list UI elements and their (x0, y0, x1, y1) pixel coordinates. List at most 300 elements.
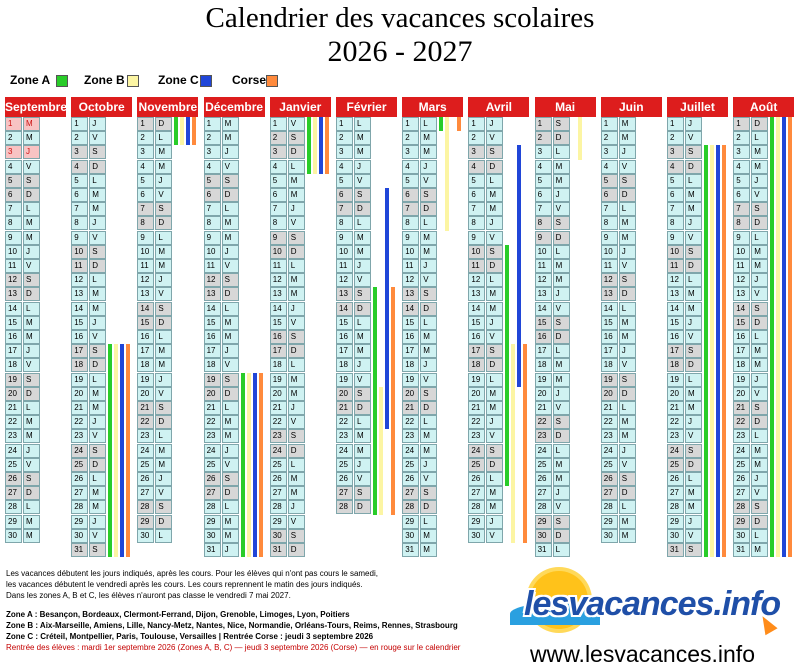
day-number: 27 (402, 486, 419, 500)
day-number: 20 (71, 387, 88, 401)
day-number: 9 (270, 231, 287, 245)
weekday-letter: S (23, 373, 40, 387)
day-number: 18 (667, 358, 684, 372)
weekday-letter: J (222, 245, 239, 259)
weekday-letter: M (222, 330, 239, 344)
weekday-letter: S (685, 444, 702, 458)
weekday-letter: D (553, 429, 570, 443)
weekday-letter: D (685, 160, 702, 174)
weekday-letter: L (420, 415, 437, 429)
day-number: 31 (667, 543, 684, 557)
day-number: 5 (137, 174, 154, 188)
day-number: 1 (468, 117, 485, 131)
weekday-letter: J (288, 302, 305, 316)
weekday-letter: S (222, 174, 239, 188)
weekday-letter: V (685, 429, 702, 443)
day-number: 12 (667, 273, 684, 287)
weekday-letter: M (288, 273, 305, 287)
day-number: 13 (137, 287, 154, 301)
day-number: 19 (137, 373, 154, 387)
weekday-letter: S (685, 344, 702, 358)
weekday-letter: M (420, 231, 437, 245)
day-number: 8 (468, 216, 485, 230)
day-number: 24 (137, 444, 154, 458)
weekday-letter: J (89, 515, 106, 529)
day-number: 10 (137, 245, 154, 259)
weekday-letter: L (23, 202, 40, 216)
weekday-letter: S (619, 472, 636, 486)
holiday-bar (776, 117, 780, 557)
weekday-letter: D (420, 401, 437, 415)
weekday-letter: V (288, 415, 305, 429)
weekday-letter: M (553, 458, 570, 472)
weekday-letter: M (420, 145, 437, 159)
weekday-letter: S (288, 330, 305, 344)
day-number: 23 (733, 429, 750, 443)
weekday-letter: L (420, 117, 437, 131)
weekday-letter: D (751, 316, 768, 330)
weekday-letter: V (354, 373, 371, 387)
day-number: 26 (402, 472, 419, 486)
weekday-letter: D (23, 486, 40, 500)
day-number: 15 (468, 316, 485, 330)
weekday-letter: M (155, 344, 172, 358)
day-number: 23 (336, 429, 353, 443)
day-number: 21 (733, 401, 750, 415)
site-logo[interactable] (510, 567, 795, 642)
day-number: 9 (601, 231, 618, 245)
weekday-letter: J (23, 245, 40, 259)
day-number: 30 (204, 529, 221, 543)
day-number: 1 (5, 117, 22, 131)
zone-c-cities: Zone C : Créteil, Montpellier, Paris, Toulouse, Versailles | Rentrée Corse : jeudi 3 septembre 2026 (6, 632, 374, 641)
weekday-letter: M (222, 529, 239, 543)
weekday-letter: M (751, 344, 768, 358)
holiday-bar (241, 373, 245, 558)
day-number: 1 (535, 117, 552, 131)
weekday-letter: L (553, 444, 570, 458)
day-number: 16 (402, 330, 419, 344)
day-number: 24 (468, 444, 485, 458)
day-number: 16 (733, 330, 750, 344)
weekday-letter: M (751, 160, 768, 174)
weekday-letter: V (751, 188, 768, 202)
weekday-letter: J (354, 358, 371, 372)
weekday-letter: M (288, 287, 305, 301)
day-number: 13 (601, 287, 618, 301)
weekday-letter: M (420, 245, 437, 259)
weekday-letter: V (288, 117, 305, 131)
day-number: 6 (204, 188, 221, 202)
day-number: 22 (137, 415, 154, 429)
weekday-letter: M (685, 188, 702, 202)
weekday-letter: J (354, 259, 371, 273)
holiday-bar (782, 117, 786, 557)
day-number: 15 (336, 316, 353, 330)
day-number: 5 (204, 174, 221, 188)
weekday-letter: S (89, 543, 106, 557)
weekday-letter: V (420, 373, 437, 387)
day-number: 6 (733, 188, 750, 202)
day-number: 27 (336, 486, 353, 500)
weekday-letter: S (23, 174, 40, 188)
weekday-letter: J (288, 500, 305, 514)
weekday-letter: L (89, 373, 106, 387)
day-number: 12 (402, 273, 419, 287)
day-number: 19 (204, 373, 221, 387)
day-number: 20 (5, 387, 22, 401)
weekday-letter: S (222, 273, 239, 287)
day-number: 20 (535, 387, 552, 401)
weekday-letter: S (619, 273, 636, 287)
weekday-letter: M (288, 373, 305, 387)
day-number: 13 (71, 287, 88, 301)
weekday-letter: D (288, 145, 305, 159)
weekday-letter: S (751, 202, 768, 216)
weekday-letter: M (751, 245, 768, 259)
weekday-letter: M (685, 287, 702, 301)
day-number: 9 (71, 231, 88, 245)
zone-b-cities: Zone B : Aix-Marseille, Amiens, Lille, Nancy-Metz, Nantes, Nice, Normandie, Orléans-Tours, Reims, Rennes, Strasbourg (6, 621, 458, 630)
weekday-letter: D (619, 188, 636, 202)
weekday-letter: S (685, 543, 702, 557)
weekday-letter: D (751, 117, 768, 131)
day-number: 16 (468, 330, 485, 344)
weekday-letter: J (23, 344, 40, 358)
day-number: 7 (270, 202, 287, 216)
day-number: 25 (733, 458, 750, 472)
weekday-letter: M (89, 387, 106, 401)
holiday-bar (704, 145, 708, 557)
day-number: 13 (667, 287, 684, 301)
day-number: 18 (535, 358, 552, 372)
weekday-letter: M (222, 117, 239, 131)
weekday-letter: S (23, 472, 40, 486)
weekday-letter: L (751, 429, 768, 443)
day-number: 1 (137, 117, 154, 131)
weekday-letter: L (751, 529, 768, 543)
day-number: 5 (468, 174, 485, 188)
weekday-letter: M (354, 444, 371, 458)
day-number: 30 (468, 529, 485, 543)
weekday-letter: J (155, 472, 172, 486)
weekday-letter: M (23, 429, 40, 443)
weekday-letter: M (23, 529, 40, 543)
day-number: 24 (204, 444, 221, 458)
weekday-letter: L (685, 472, 702, 486)
day-number: 28 (5, 500, 22, 514)
weekday-letter: D (685, 358, 702, 372)
weekday-letter: M (486, 302, 503, 316)
day-number: 21 (667, 401, 684, 415)
site-url-link[interactable]: www.lesvacances.info (530, 641, 755, 667)
day-number: 23 (535, 429, 552, 443)
day-number: 17 (535, 344, 552, 358)
weekday-letter: M (89, 500, 106, 514)
day-number: 11 (270, 259, 287, 273)
day-number: 6 (270, 188, 287, 202)
weekday-letter: V (486, 231, 503, 245)
note-line-1: Les vacances débutent les jours indiqués, après les cours. Pour les élèves qui n'ont pas cours le samedi, (6, 569, 378, 578)
weekday-letter: J (23, 444, 40, 458)
weekday-letter: M (23, 131, 40, 145)
weekday-letter: D (619, 287, 636, 301)
weekday-letter: M (89, 401, 106, 415)
weekday-letter: J (751, 472, 768, 486)
day-number: 19 (71, 373, 88, 387)
day-number: 20 (601, 387, 618, 401)
holiday-bar (523, 344, 527, 543)
weekday-letter: V (685, 529, 702, 543)
day-number: 8 (402, 216, 419, 230)
weekday-letter: J (553, 287, 570, 301)
weekday-letter: D (155, 515, 172, 529)
weekday-letter: J (155, 174, 172, 188)
day-number: 19 (402, 373, 419, 387)
weekday-letter: J (222, 543, 239, 557)
day-number: 25 (204, 458, 221, 472)
weekday-letter: D (89, 358, 106, 372)
weekday-letter: S (486, 145, 503, 159)
weekday-letter: V (751, 486, 768, 500)
day-number: 14 (270, 302, 287, 316)
weekday-letter: L (354, 316, 371, 330)
day-number: 21 (71, 401, 88, 415)
weekday-letter: V (89, 330, 106, 344)
day-number: 5 (601, 174, 618, 188)
day-number: 13 (336, 287, 353, 301)
day-number: 21 (137, 401, 154, 415)
day-number: 15 (601, 316, 618, 330)
weekday-letter: M (619, 231, 636, 245)
weekday-letter: L (751, 330, 768, 344)
day-number: 11 (336, 259, 353, 273)
day-number: 13 (402, 287, 419, 301)
weekday-letter: J (420, 458, 437, 472)
day-number: 13 (535, 287, 552, 301)
day-number: 12 (601, 273, 618, 287)
day-number: 1 (733, 117, 750, 131)
weekday-letter: S (420, 287, 437, 301)
weekday-letter: S (155, 401, 172, 415)
day-number: 4 (733, 160, 750, 174)
weekday-letter: V (89, 429, 106, 443)
weekday-letter: M (222, 231, 239, 245)
day-number: 14 (204, 302, 221, 316)
day-number: 24 (71, 444, 88, 458)
weekday-letter: J (288, 401, 305, 415)
weekday-letter: M (685, 486, 702, 500)
weekday-letter: S (89, 245, 106, 259)
weekday-letter: M (553, 373, 570, 387)
day-number: 9 (336, 231, 353, 245)
weekday-letter: M (222, 316, 239, 330)
weekday-letter: D (486, 160, 503, 174)
weekday-letter: M (155, 444, 172, 458)
month-header: Septembre (5, 97, 66, 117)
month-header: Octobre (71, 97, 132, 117)
day-number: 14 (667, 302, 684, 316)
weekday-letter: M (685, 202, 702, 216)
day-number: 21 (204, 401, 221, 415)
day-number: 26 (667, 472, 684, 486)
weekday-letter: D (354, 500, 371, 514)
weekday-letter: V (354, 273, 371, 287)
holiday-bar (325, 117, 329, 174)
weekday-letter: V (486, 330, 503, 344)
day-number: 28 (137, 500, 154, 514)
day-number: 24 (402, 444, 419, 458)
weekday-letter: L (288, 259, 305, 273)
weekday-letter: D (553, 131, 570, 145)
weekday-letter: D (486, 458, 503, 472)
weekday-letter: L (155, 231, 172, 245)
day-number: 17 (204, 344, 221, 358)
holiday-bar (379, 387, 383, 515)
day-number: 2 (71, 131, 88, 145)
day-number: 4 (137, 160, 154, 174)
day-number: 28 (667, 500, 684, 514)
weekday-letter: S (23, 273, 40, 287)
day-number: 22 (535, 415, 552, 429)
day-number: 6 (71, 188, 88, 202)
weekday-letter: M (553, 259, 570, 273)
weekday-letter: M (288, 188, 305, 202)
weekday-letter: M (288, 472, 305, 486)
day-number: 7 (601, 202, 618, 216)
weekday-letter: M (23, 330, 40, 344)
day-number: 16 (270, 330, 287, 344)
weekday-letter: S (288, 131, 305, 145)
day-number: 6 (667, 188, 684, 202)
weekday-letter: M (619, 429, 636, 443)
weekday-letter: V (619, 160, 636, 174)
day-number: 19 (733, 373, 750, 387)
day-number: 3 (336, 145, 353, 159)
weekday-letter: D (751, 415, 768, 429)
holiday-bar (439, 117, 443, 131)
weekday-letter: V (685, 231, 702, 245)
weekday-letter: M (222, 429, 239, 443)
day-number: 18 (270, 358, 287, 372)
day-number: 2 (601, 131, 618, 145)
day-number: 25 (667, 458, 684, 472)
day-number: 11 (204, 259, 221, 273)
holiday-bar (114, 344, 118, 557)
day-number: 7 (402, 202, 419, 216)
holiday-bar (186, 117, 190, 145)
day-number: 14 (71, 302, 88, 316)
weekday-letter: L (685, 174, 702, 188)
day-number: 28 (733, 500, 750, 514)
weekday-letter: L (486, 373, 503, 387)
day-number: 30 (667, 529, 684, 543)
day-number: 30 (5, 529, 22, 543)
day-number: 29 (601, 515, 618, 529)
zone-legend (0, 70, 800, 90)
weekday-letter: M (354, 330, 371, 344)
day-number: 5 (5, 174, 22, 188)
weekday-letter: D (155, 216, 172, 230)
day-number: 4 (270, 160, 287, 174)
day-number: 10 (468, 245, 485, 259)
weekday-letter: L (619, 401, 636, 415)
holiday-bar (517, 145, 521, 386)
day-number: 21 (601, 401, 618, 415)
day-number: 20 (402, 387, 419, 401)
weekday-letter: L (288, 458, 305, 472)
day-number: 31 (71, 543, 88, 557)
weekday-letter: D (222, 287, 239, 301)
day-number: 14 (601, 302, 618, 316)
weekday-letter: M (89, 486, 106, 500)
day-number: 21 (535, 401, 552, 415)
day-number: 7 (667, 202, 684, 216)
weekday-letter: J (553, 188, 570, 202)
day-number: 19 (270, 373, 287, 387)
holiday-bar (511, 344, 515, 543)
day-number: 13 (733, 287, 750, 301)
holiday-bar (788, 117, 792, 557)
weekday-letter: M (354, 131, 371, 145)
weekday-letter: M (155, 145, 172, 159)
day-number: 11 (5, 259, 22, 273)
day-number: 11 (733, 259, 750, 273)
day-number: 23 (5, 429, 22, 443)
weekday-letter: L (222, 500, 239, 514)
day-number: 20 (270, 387, 287, 401)
holiday-bar (457, 117, 461, 131)
weekday-letter: S (619, 174, 636, 188)
day-number: 17 (5, 344, 22, 358)
weekday-letter: M (354, 231, 371, 245)
day-number: 18 (402, 358, 419, 372)
weekday-letter: D (23, 188, 40, 202)
weekday-letter: M (685, 302, 702, 316)
weekday-letter: J (486, 515, 503, 529)
day-number: 18 (204, 358, 221, 372)
weekday-letter: J (751, 174, 768, 188)
day-number: 29 (204, 515, 221, 529)
day-number: 29 (468, 515, 485, 529)
month-header: Mai (535, 97, 596, 117)
weekday-letter: M (288, 486, 305, 500)
day-number: 17 (71, 344, 88, 358)
weekday-letter: S (751, 302, 768, 316)
weekday-letter: D (486, 358, 503, 372)
weekday-letter: L (553, 543, 570, 557)
weekday-letter: D (288, 245, 305, 259)
weekday-letter: J (23, 145, 40, 159)
holiday-bar (259, 373, 263, 558)
weekday-letter: S (288, 429, 305, 443)
weekday-letter: J (619, 344, 636, 358)
weekday-letter: J (751, 373, 768, 387)
weekday-letter: L (751, 231, 768, 245)
day-number: 17 (137, 344, 154, 358)
weekday-letter: V (619, 458, 636, 472)
day-number: 15 (137, 316, 154, 330)
day-number: 8 (535, 216, 552, 230)
day-number: 13 (5, 287, 22, 301)
weekday-letter: J (89, 117, 106, 131)
day-number: 15 (402, 316, 419, 330)
weekday-letter: J (222, 344, 239, 358)
day-number: 27 (733, 486, 750, 500)
day-number: 20 (204, 387, 221, 401)
day-number: 31 (733, 543, 750, 557)
weekday-letter: V (685, 131, 702, 145)
